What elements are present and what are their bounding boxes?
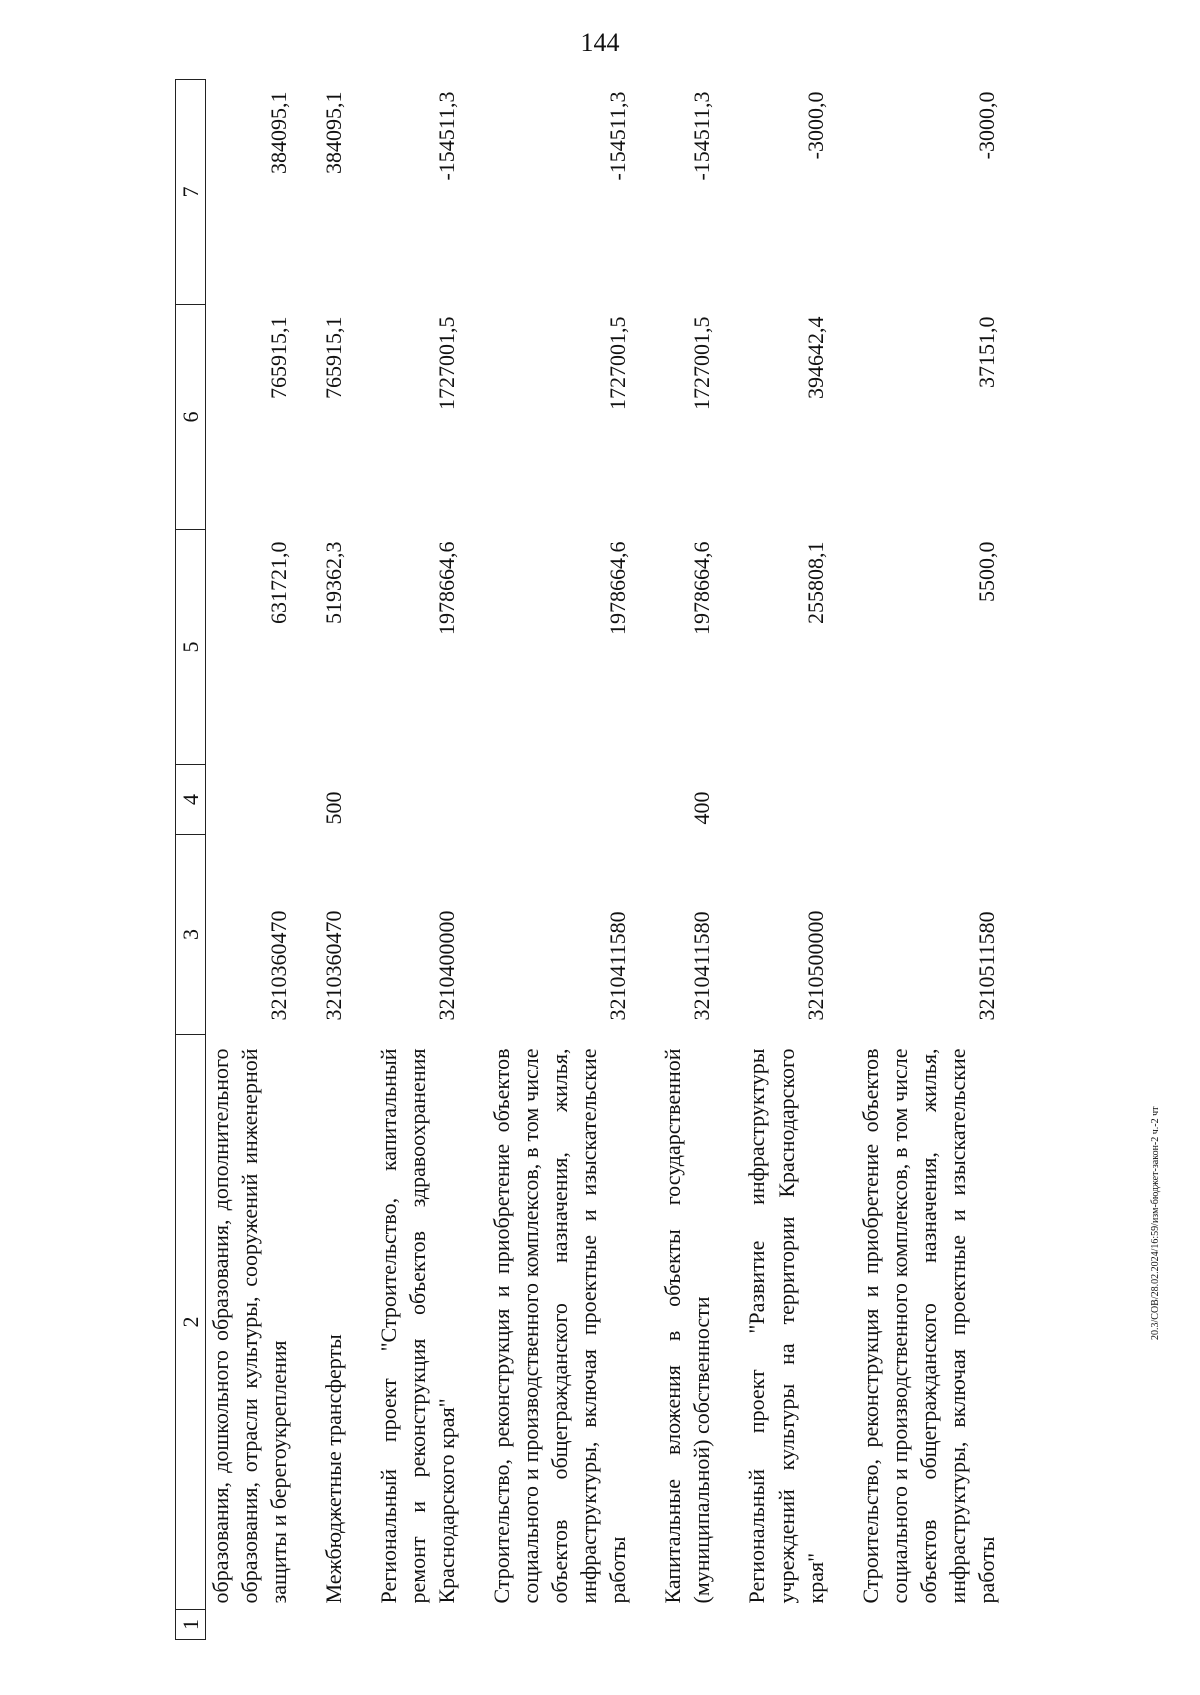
- row-code: 3210400000: [434, 910, 460, 1021]
- row-kvr: 400: [689, 791, 715, 825]
- header-col-5: 5: [176, 530, 206, 765]
- table-row: [461, 80, 632, 1640]
- row-name: Региональный проект "Развитие инфраструктуры учреждений культуры на территории Краснодарского края": [744, 1048, 828, 1604]
- table-row: [716, 80, 829, 1640]
- row-code: 3210411580: [605, 911, 631, 1021]
- row-value-7: 384095,1: [321, 91, 347, 174]
- row-kvr: [830, 765, 1001, 835]
- row-value-5: 255808,1: [802, 541, 828, 624]
- row-value-5: 519362,3: [321, 541, 347, 624]
- row-value-7: -154511,3: [605, 91, 631, 181]
- row-value-6: 1727001,5: [434, 316, 460, 410]
- row-value-7: -154511,3: [434, 91, 460, 181]
- table-row: [830, 80, 1001, 1640]
- table-row: [206, 80, 294, 1640]
- row-name: Межбюджетные трансферты: [321, 1334, 347, 1604]
- row-kvr: 500: [321, 791, 347, 825]
- row-code: 3210511580: [973, 911, 999, 1021]
- row-name: Капитальные вложения в объекты государственной (муниципальной) собственности: [660, 1048, 715, 1604]
- row-value-6: 1727001,5: [605, 316, 631, 410]
- page-number: 144: [580, 28, 620, 57]
- table-row: [348, 80, 461, 1640]
- row-name: образования, дошкольного образования, дополнительного образования, отрасли культуры, сооружений инженерной защиты и берегоукрепления: [208, 1048, 292, 1604]
- row-kvr: [206, 765, 294, 835]
- row-value-6: 37151,0: [973, 316, 999, 388]
- document-footer: 20.3/СОВ/28.02.2024/16:59/изм-бюджет-закон-2 ч.-2 чт: [1150, 1106, 1161, 1340]
- table-row: [293, 80, 348, 1640]
- table-row: [632, 80, 716, 1640]
- header-col-7: 7: [176, 80, 206, 305]
- row-name: Региональный проект "Строительство, капитальный ремонт и реконструкция объектов здравоохранения Краснодарского края": [376, 1048, 460, 1604]
- budget-table-rotated: [175, 80, 1001, 1640]
- row-kvr: [348, 765, 461, 835]
- row-value-6: 1727001,5: [689, 316, 715, 410]
- header-col-2: 2: [176, 1035, 206, 1610]
- row-code: 3210411580: [689, 911, 715, 1021]
- row-value-5: 1978664,6: [434, 541, 460, 635]
- row-code: 3210360470: [321, 910, 347, 1021]
- header-col-6: 6: [176, 305, 206, 530]
- row-value-6: 394642,4: [802, 316, 828, 399]
- row-code: 3210360470: [266, 910, 292, 1021]
- header-col-4: 4: [176, 765, 206, 835]
- row-value-7: 384095,1: [266, 91, 292, 174]
- row-kvr: [461, 765, 632, 835]
- row-value-6: 765915,1: [321, 316, 347, 399]
- row-code: 3210500000: [802, 910, 828, 1021]
- row-name: Строительство, реконструкция и приобретение объектов социального и производственного комплексов, в том числе объектов общегражданского назначения, жилья, инфраструктуры, включая проектные и изыскательские работы: [857, 1048, 999, 1604]
- row-value-7: -3000,0: [802, 91, 828, 160]
- row-value-6: 765915,1: [266, 316, 292, 399]
- header-col-1: 1: [176, 1610, 206, 1640]
- row-name: Строительство, реконструкция и приобретение объектов социального и производственного комплексов, в том числе объектов общегражданского назначения, жилья, инфраструктуры, включая проектные и изыскательские работы: [489, 1048, 631, 1604]
- table-header-row: [176, 80, 206, 1640]
- header-col-3: 3: [176, 835, 206, 1035]
- row-value-5: 631721,0: [266, 541, 292, 624]
- row-value-7: -154511,3: [689, 91, 715, 181]
- budget-table: [175, 79, 1001, 1640]
- row-value-5: 5500,0: [973, 541, 999, 602]
- row-value-7: -3000,0: [973, 91, 999, 160]
- row-kvr: [716, 765, 829, 835]
- row-value-5: 1978664,6: [605, 541, 631, 635]
- row-value-5: 1978664,6: [689, 541, 715, 635]
